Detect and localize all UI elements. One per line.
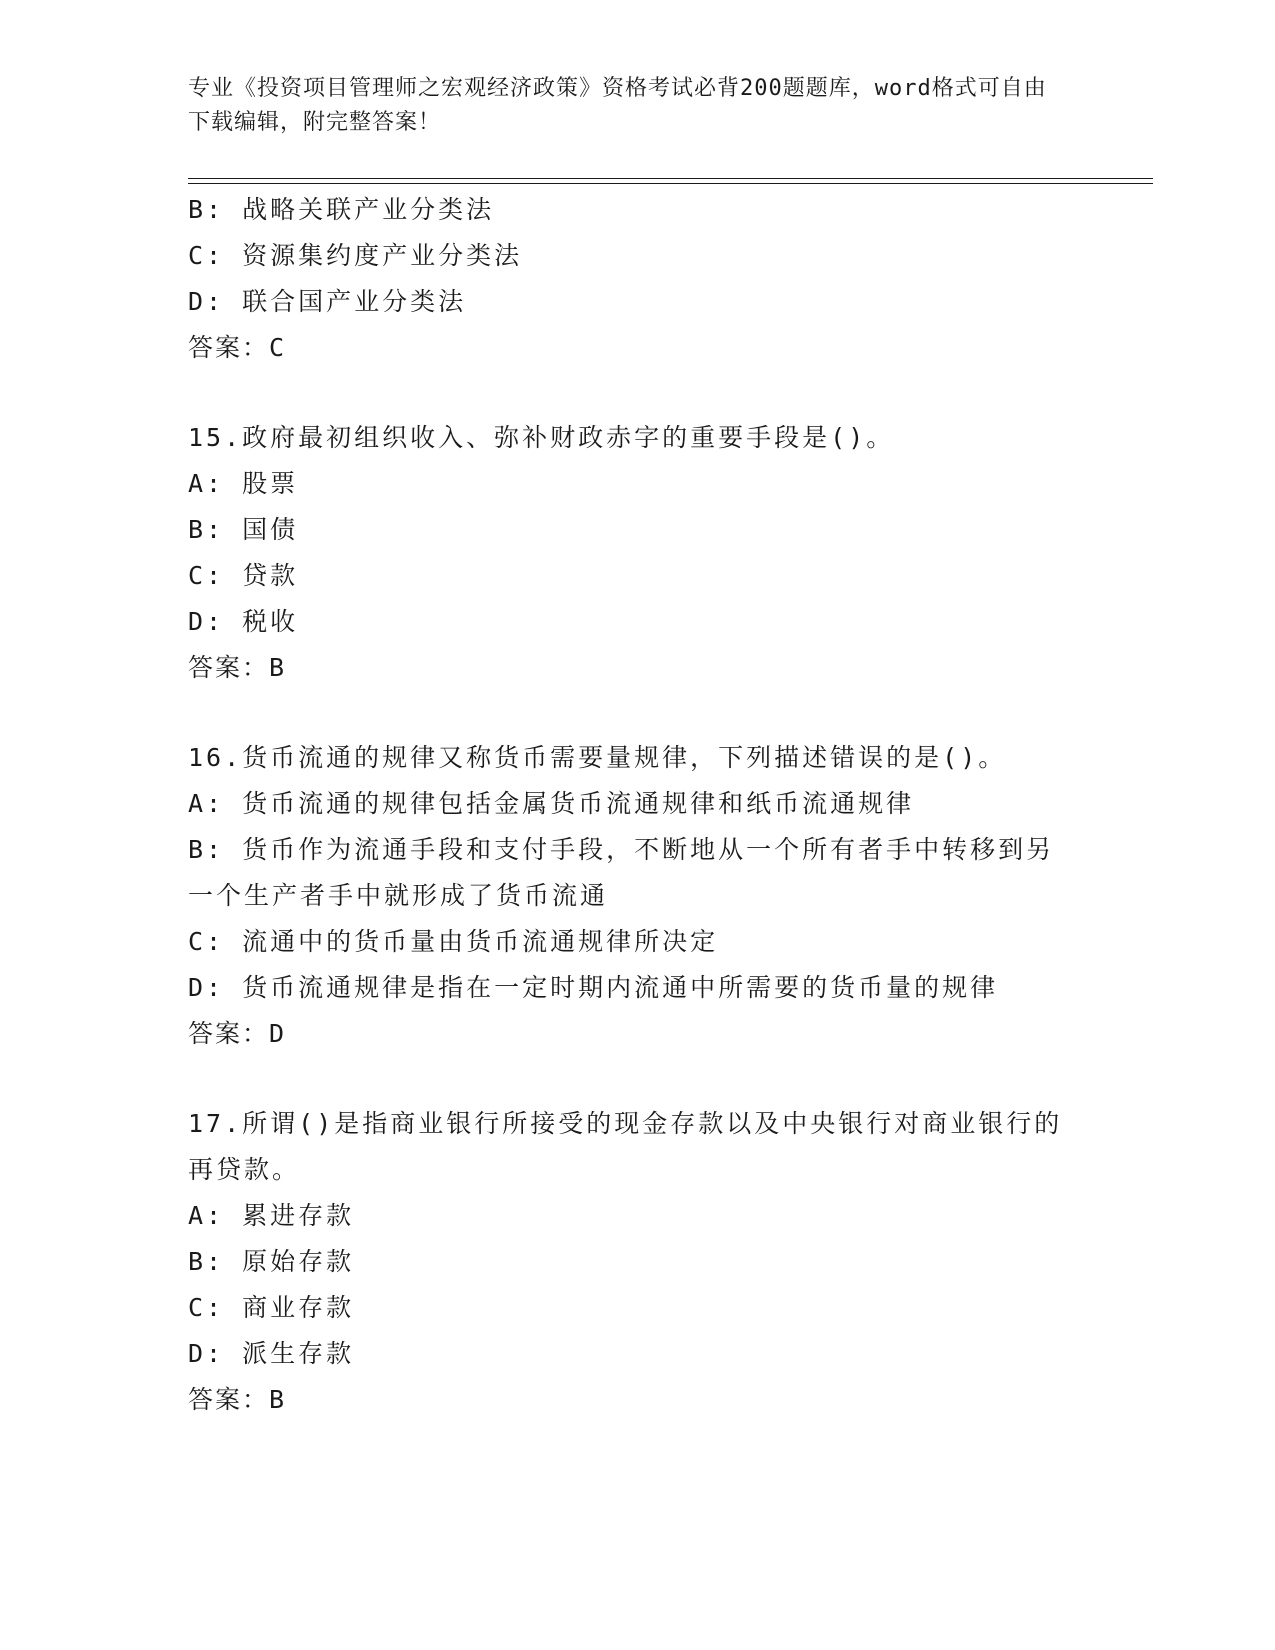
header-divider-top [188,178,1153,179]
answer-line: 答案：B [188,653,287,682]
question-stem: 16.货币流通的规律又称货币需要量规律，下列描述错误的是()。 [188,743,1007,772]
question-content [188,187,1078,1423]
question-block-14-continued [188,187,1078,371]
question-stem: 17.所谓()是指商业银行所接受的现金存款以及中央银行对商业银行的再贷款。 [188,1109,1063,1184]
answer-line: 答案：B [188,1385,287,1414]
option-c: C: 资源集约度产业分类法 [188,241,523,270]
option-a: A: 累进存款 [188,1201,355,1230]
option-b: B: 原始存款 [188,1247,355,1276]
option-d: D: 联合国产业分类法 [188,287,467,316]
option-b: B: 国债 [188,515,299,544]
question-block-16 [188,735,1078,1057]
question-block-17 [188,1101,1078,1423]
option-c: C: 贷款 [188,561,299,590]
option-d: D: 货币流通规律是指在一定时期内流通中所需要的货币量的规律 [188,973,999,1002]
option-d: D: 税收 [188,607,299,636]
header-text: 专业《投资项目管理师之宏观经济政策》资格考试必背200题题库，word格式可自由下载编辑，附完整答案！ [188,76,1047,135]
question-stem: 15.政府最初组织收入、弥补财政赤字的重要手段是()。 [188,423,895,452]
option-b: B: 战略关联产业分类法 [188,195,495,224]
header-divider-bottom [188,183,1153,184]
option-a: A: 股票 [188,469,299,498]
answer-line: 答案：C [188,333,287,362]
document-header [188,72,1068,140]
option-c: C: 流通中的货币量由货币流通规律所决定 [188,927,719,956]
question-block-15 [188,415,1078,691]
option-c: C: 商业存款 [188,1293,355,1322]
answer-line: 答案：D [188,1019,287,1048]
option-b: B: 货币作为流通手段和支付手段，不断地从一个所有者手中转移到另一个生产者手中就形成了货币流通 [188,835,1055,910]
option-a: A: 货币流通的规律包括金属货币流通规律和纸币流通规律 [188,789,915,818]
option-d: D: 派生存款 [188,1339,355,1368]
